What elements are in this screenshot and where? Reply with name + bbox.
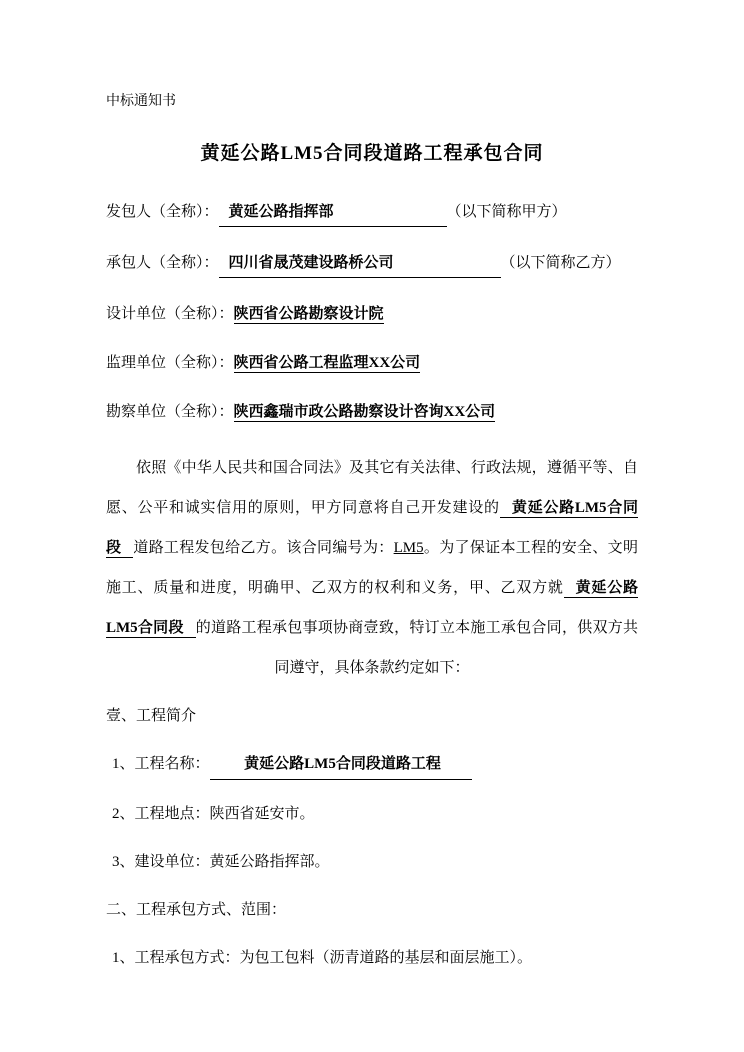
party-value-surveyor: 陕西鑫瑞市政公路勘察设计咨询XX公司 bbox=[233, 404, 496, 420]
project-name-label: 1、工程名称： bbox=[112, 756, 210, 772]
project-name-value: 黄延公路LM5合同段道路工程 bbox=[244, 756, 441, 772]
preamble-text-3: 。为了保证本工程的安全、文明施工、质量和进度，明确甲、乙双方的权利和义务，甲、乙双方就 bbox=[106, 540, 638, 596]
party-value-designer: 陕西省公路勘察设计院 bbox=[233, 306, 384, 322]
party-value-fill-contractor bbox=[219, 250, 501, 278]
preamble-contract-number: LM5 bbox=[393, 540, 424, 556]
party-line-supervisor bbox=[106, 350, 638, 376]
preamble-text-4: 的道路工程承包事项协商壹致，特订立本施工承包合同，供双方共同遵守，具体条款约定如下： bbox=[195, 620, 638, 676]
party-label-designer: 设计单位（全称）： bbox=[106, 306, 234, 322]
party-label-surveyor: 勘察单位（全称）： bbox=[106, 404, 234, 420]
section-1-item-project-name bbox=[106, 750, 638, 780]
section-2-item-contract-mode: 1、工程承包方式：为包工包料（沥青道路的基层和面层施工）。 bbox=[112, 950, 533, 966]
preamble-text-1: 依照《中华人民共和国合同法》及其它有关法律、行政法规，遵循平等、自愿、公平和诚实信用的原则，甲方同意将自己开发建设的 bbox=[106, 460, 638, 516]
header-note: 中标通知书 bbox=[106, 94, 176, 109]
section-1-item-project-location: 2、工程地点：陕西省延安市。 bbox=[112, 806, 315, 822]
party-value-fill-employer bbox=[219, 199, 447, 227]
party-value-employer: 黄延公路指挥部 bbox=[228, 204, 334, 220]
party-suffix-employer: （以下简称甲方） bbox=[446, 204, 567, 220]
party-label-supervisor: 监理单位（全称）： bbox=[106, 355, 234, 371]
section-1-heading: 壹、工程简介 bbox=[106, 708, 197, 724]
preamble-fill-value-2: 黄延公路LM5合同段 bbox=[106, 580, 638, 636]
party-line-employer bbox=[106, 199, 638, 227]
party-value-supervisor: 陕西省公路工程监理XX公司 bbox=[233, 355, 421, 371]
party-line-surveyor bbox=[106, 399, 638, 425]
party-value-contractor: 四川省晟茂建设路桥公司 bbox=[228, 255, 394, 271]
section-1-item-construction-unit: 3、建设单位：黄延公路指挥部。 bbox=[112, 854, 330, 870]
preamble-text-2: 道路工程发包给乙方。该合同编号为： bbox=[133, 540, 394, 556]
party-label-employer: 发包人（全称）： bbox=[106, 204, 219, 220]
party-suffix-contractor: （以下简称乙方） bbox=[500, 255, 621, 271]
party-line-contractor bbox=[106, 250, 638, 278]
section-2-heading: 二、工程承包方式、范围： bbox=[106, 902, 287, 918]
party-line-designer bbox=[106, 301, 638, 327]
document-title: 黄延公路LM5合同段道路工程承包合同 bbox=[200, 143, 544, 164]
project-name-fill bbox=[210, 750, 472, 780]
preamble-paragraph bbox=[106, 448, 638, 688]
party-label-contractor: 承包人（全称）： bbox=[106, 255, 219, 271]
preamble-fill-value-1: 黄延公路LM5合同段 bbox=[106, 500, 638, 556]
